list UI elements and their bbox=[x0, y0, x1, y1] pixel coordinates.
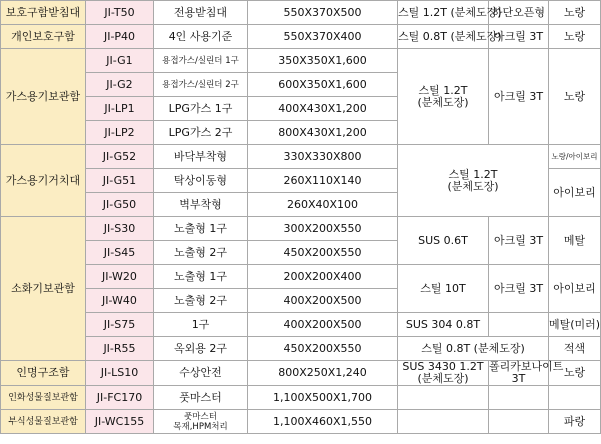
table-row bbox=[1, 145, 601, 169]
color-cell: 메탈(미러) bbox=[549, 313, 601, 337]
model-code-cell: JI-S30 bbox=[86, 217, 154, 241]
product-name-cell: 4인 사용기준 bbox=[154, 25, 248, 49]
material-line: 스틸 1.2T bbox=[448, 167, 498, 181]
material-cell: SUS 304 0.8T bbox=[398, 313, 489, 337]
model-code-cell: JI-G51 bbox=[86, 169, 154, 193]
product-name-cell: 1구 bbox=[154, 313, 248, 337]
product-name-cell: 수상안전 bbox=[154, 361, 248, 386]
table-row bbox=[1, 265, 601, 289]
material-cell: SUS 0.6T bbox=[398, 217, 489, 265]
size-cell: 1,100X460X1,550 bbox=[248, 410, 398, 434]
size-cell: 550X370X500 bbox=[248, 1, 398, 25]
model-code-cell: JI-LP2 bbox=[86, 121, 154, 145]
size-cell: 800X250X1,240 bbox=[248, 361, 398, 386]
size-cell: 200X200X400 bbox=[248, 265, 398, 289]
product-name-cell: 노출형 1구 bbox=[154, 265, 248, 289]
door-cell: 아크릴 3T bbox=[489, 265, 549, 313]
door-cell: 아크릴 3T bbox=[489, 217, 549, 265]
color-cell: 노랑/아이보리 bbox=[549, 145, 601, 169]
product-name-cell: 바닥부착형 bbox=[154, 145, 248, 169]
product-name-cell: 탁상이동형 bbox=[154, 169, 248, 193]
model-code-cell: JI-LP1 bbox=[86, 97, 154, 121]
model-code-cell: JI-R55 bbox=[86, 337, 154, 361]
product-name-cell: 전용받침대 bbox=[154, 1, 248, 25]
color-cell: 노랑 bbox=[549, 49, 601, 145]
size-cell: 450X200X550 bbox=[248, 241, 398, 265]
material-cell: 스틸 0.8T (분체도장) bbox=[398, 25, 489, 49]
door-line: 3T bbox=[511, 372, 526, 385]
model-code-cell: JI-G1 bbox=[86, 49, 154, 73]
model-code-cell: JI-T50 bbox=[86, 1, 154, 25]
category-cell: 인화성물질보관함 bbox=[1, 386, 86, 410]
table-row bbox=[1, 49, 601, 73]
size-cell: 400X200X500 bbox=[248, 313, 398, 337]
table-row bbox=[1, 410, 601, 434]
size-cell: 550X370X400 bbox=[248, 25, 398, 49]
product-name-line: 풋마스터 bbox=[184, 411, 217, 422]
model-code-cell: JI-G2 bbox=[86, 73, 154, 97]
model-code-cell: JI-FC170 bbox=[86, 386, 154, 410]
category-cell: 보호구함받침대 bbox=[1, 1, 86, 25]
door-cell bbox=[489, 386, 549, 410]
size-cell: 800X430X1,200 bbox=[248, 121, 398, 145]
size-cell: 450X200X550 bbox=[248, 337, 398, 361]
product-name-cell: 용접가스/실린더 1구 bbox=[154, 49, 248, 73]
door-cell: 아크릴 3T bbox=[489, 49, 549, 145]
color-cell: 노랑 bbox=[549, 25, 601, 49]
category-cell: 소화기보관함 bbox=[1, 217, 86, 361]
size-cell: 260X40X100 bbox=[248, 193, 398, 217]
color-cell: 적색 bbox=[549, 337, 601, 361]
table-row bbox=[1, 217, 601, 241]
size-cell: 400X200X500 bbox=[248, 289, 398, 313]
product-name-cell: 용접가스/실린더 2구 bbox=[154, 73, 248, 97]
model-code-cell: JI-S75 bbox=[86, 313, 154, 337]
door-cell bbox=[489, 410, 549, 434]
door-cell: 아크릴 3T bbox=[489, 25, 549, 49]
product-name-cell bbox=[154, 410, 248, 434]
door-line: 폴리카보나이트 bbox=[489, 360, 564, 373]
model-code-cell: JI-G50 bbox=[86, 193, 154, 217]
material-line: 스틸 1.2T bbox=[418, 83, 468, 97]
product-name-cell: LPG가스 1구 bbox=[154, 97, 248, 121]
size-cell: 260X110X140 bbox=[248, 169, 398, 193]
table-row bbox=[1, 386, 601, 410]
product-name-cell: 노출형 2구 bbox=[154, 241, 248, 265]
product-name-cell: 노출형 1구 bbox=[154, 217, 248, 241]
product-name-cell: LPG가스 2구 bbox=[154, 121, 248, 145]
material-cell: 스틸 0.8T (분체도장) bbox=[398, 337, 549, 361]
model-code-cell: JI-P40 bbox=[86, 25, 154, 49]
category-cell: 가스용기거치대 bbox=[1, 145, 86, 217]
door-cell bbox=[489, 313, 549, 337]
material-line: (분체도장) bbox=[417, 95, 469, 109]
color-cell: 노랑 bbox=[549, 361, 601, 386]
table-row bbox=[1, 313, 601, 337]
model-code-cell: JI-LS10 bbox=[86, 361, 154, 386]
material-line: (분체도장) bbox=[417, 372, 469, 385]
color-cell: 파랑 bbox=[549, 410, 601, 434]
model-code-cell: JI-WC155 bbox=[86, 410, 154, 434]
product-name-cell: 옥외용 2구 bbox=[154, 337, 248, 361]
size-cell: 400X430X1,200 bbox=[248, 97, 398, 121]
material-cell bbox=[398, 361, 489, 386]
material-cell bbox=[398, 410, 489, 434]
size-cell: 300X200X550 bbox=[248, 217, 398, 241]
category-cell: 개인보호구함 bbox=[1, 25, 86, 49]
color-cell: 노랑 bbox=[549, 1, 601, 25]
material-cell: 스틸 1.2T (분체도장) bbox=[398, 1, 489, 25]
size-cell: 350X350X1,600 bbox=[248, 49, 398, 73]
product-name-line: 목재,HPM처리 bbox=[173, 421, 228, 432]
size-cell: 330X330X800 bbox=[248, 145, 398, 169]
product-name-cell: 노출형 2구 bbox=[154, 289, 248, 313]
product-name-cell: 풋마스터 bbox=[154, 386, 248, 410]
color-cell bbox=[549, 386, 601, 410]
material-line: SUS 3430 1.2T bbox=[402, 360, 484, 373]
color-cell: 메탈 bbox=[549, 217, 601, 265]
model-code-cell: JI-W20 bbox=[86, 265, 154, 289]
category-cell: 인명구조함 bbox=[1, 361, 86, 386]
color-cell: 아이보리 bbox=[549, 265, 601, 313]
material-cell: 스틸 10T bbox=[398, 265, 489, 313]
model-code-cell: JI-W40 bbox=[86, 289, 154, 313]
size-cell: 600X350X1,600 bbox=[248, 73, 398, 97]
material-cell bbox=[398, 49, 489, 145]
door-cell: 하단오픈형 bbox=[489, 1, 549, 25]
material-cell bbox=[398, 145, 549, 217]
table-row bbox=[1, 361, 601, 386]
table-row bbox=[1, 1, 601, 25]
material-line: (분체도장) bbox=[447, 179, 499, 193]
model-code-cell: JI-G52 bbox=[86, 145, 154, 169]
size-cell: 1,100X500X1,700 bbox=[248, 386, 398, 410]
door-cell bbox=[489, 360, 564, 386]
material-cell bbox=[398, 386, 489, 410]
model-code-cell: JI-S45 bbox=[86, 241, 154, 265]
product-name-cell: 벽부착형 bbox=[154, 193, 248, 217]
category-cell: 부식성물질보관함 bbox=[1, 410, 86, 434]
category-cell: 가스용기보관함 bbox=[1, 49, 86, 145]
color-cell: 아이보리 bbox=[549, 169, 601, 217]
table-row bbox=[1, 337, 601, 361]
table-row bbox=[1, 25, 601, 49]
